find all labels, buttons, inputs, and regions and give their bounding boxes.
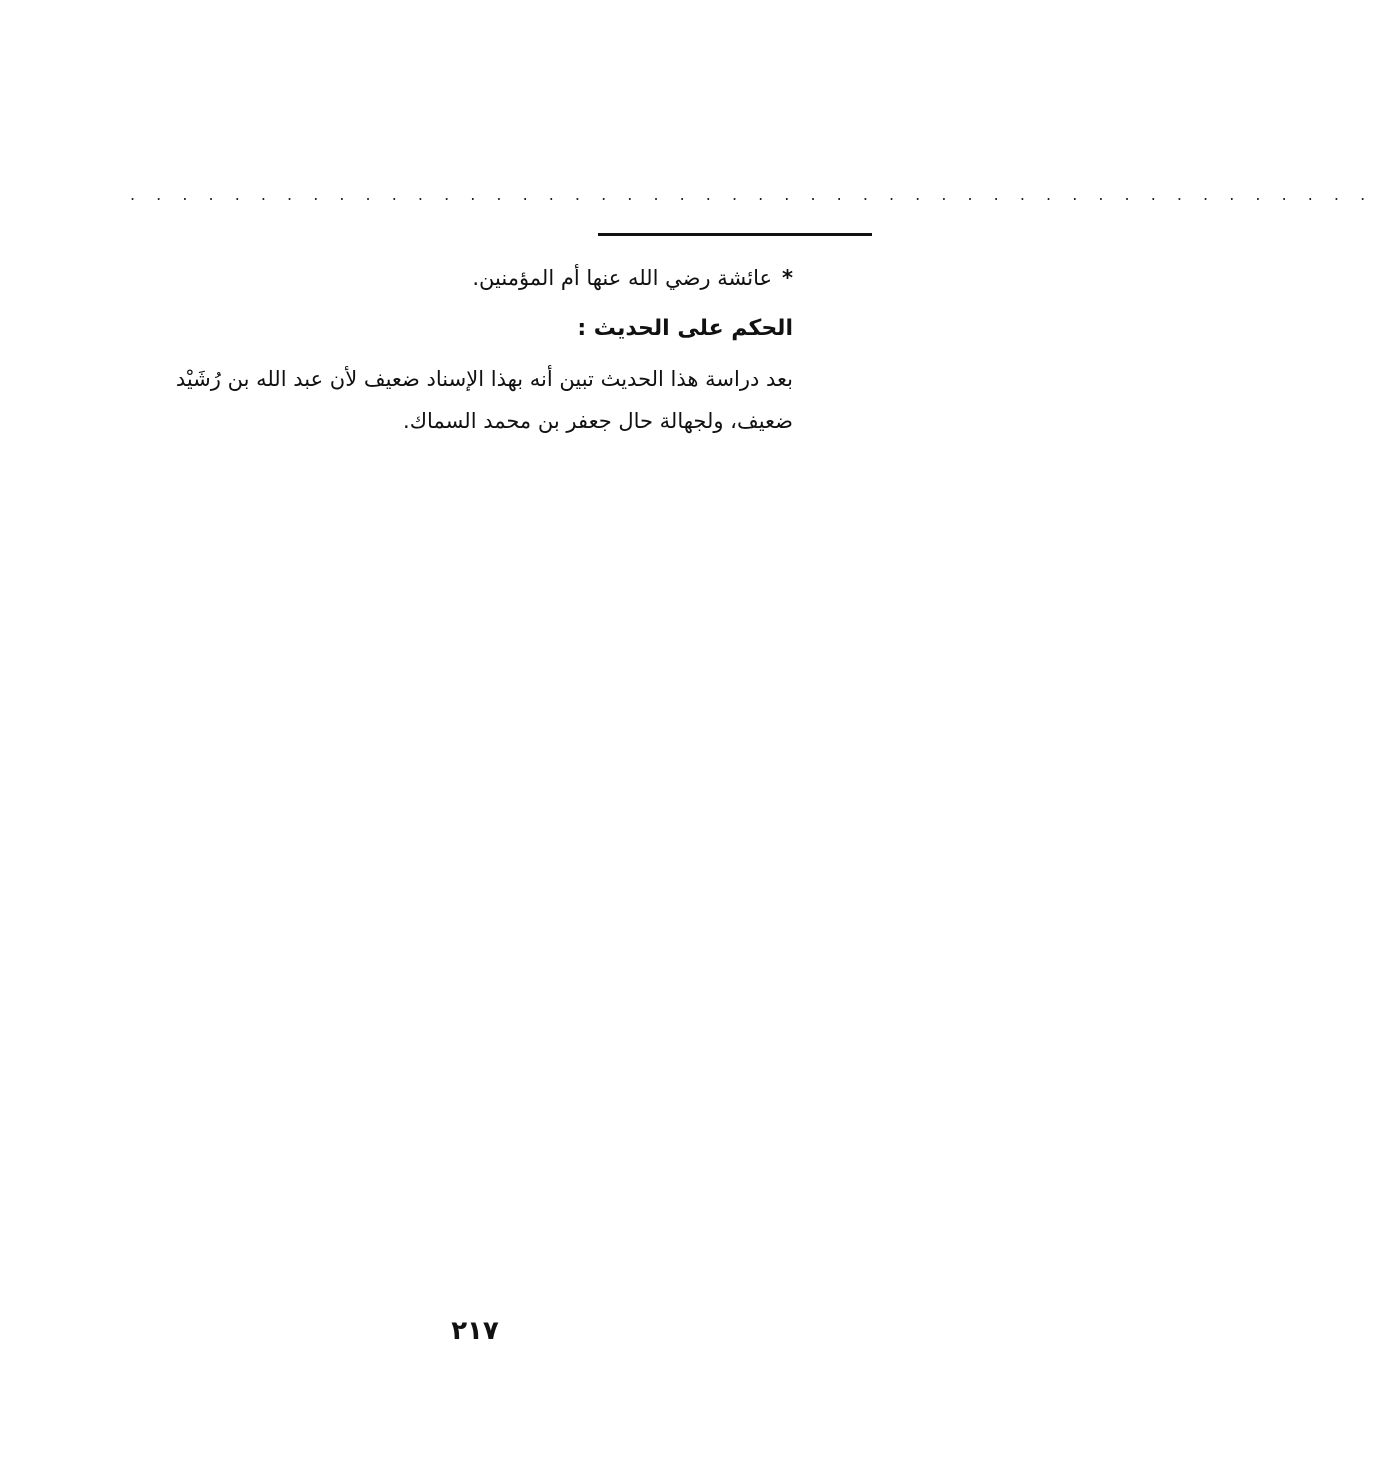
paragraph-line-1: بعد دراسة هذا الحديث تبين أنه بهذا الإسناد ضعيف لأن عبد الله بن رُشَيْد — [175, 367, 793, 391]
page-number: ٢١٧ — [451, 1316, 499, 1346]
bullet-text: عائشة رضي الله عنها أم المؤمنين. — [472, 266, 773, 290]
ruling-paragraph — [110, 358, 793, 442]
asterisk-icon: * — [782, 266, 793, 290]
bullet-item — [110, 262, 793, 294]
section-heading: الحكم على الحديث : — [577, 316, 793, 341]
dotted-separator: . . . . . . . . . . . . . . . . . . . . . . . . . . . . . . . . . . . . . . . . . . . . . . . . — [130, 185, 1373, 204]
paragraph-line-2: ضعيف، ولجهالة حال جعفر بن محمد السماك. — [403, 409, 793, 433]
footnote-rule — [598, 233, 872, 236]
